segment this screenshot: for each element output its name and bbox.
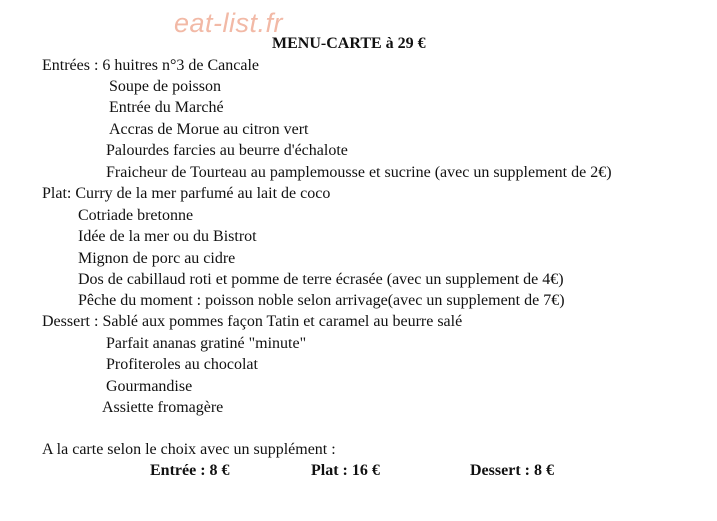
- menu-item: Fraicheur de Tourteau au pamplemousse et sucrine (avec un supplement de 2€): [106, 164, 612, 181]
- menu-item: Curry de la mer parfumé au lait de coco: [75, 185, 331, 202]
- menu-item: Gourmandise: [106, 378, 193, 395]
- menu-item: Idée de la mer ou du Bistrot: [78, 228, 257, 245]
- menu-item: Accras de Morue au citron vert: [109, 121, 309, 138]
- dessert-first-line: [42, 312, 462, 332]
- menu-item: Pêche du moment : poisson noble selon arrivage(avec un supplement de 7€): [78, 292, 565, 309]
- menu-item: Cotriade bretonne: [78, 207, 194, 224]
- menu-item: Profiteroles au chocolat: [106, 356, 258, 373]
- price-dessert: Dessert : 8 €: [470, 462, 554, 479]
- menu-item: Sablé aux pommes façon Tatin et caramel au beurre salé: [102, 313, 463, 330]
- menu-item: Soupe de poisson: [109, 78, 221, 95]
- plat-first-line: [42, 184, 330, 204]
- menu-item: Parfait ananas gratiné "minute": [106, 335, 307, 352]
- menu-item: Entrée du Marché: [109, 99, 224, 116]
- dessert-label: Dessert :: [42, 313, 103, 330]
- menu-item: Palourdes farcies au beurre d'échalote: [106, 142, 348, 159]
- menu-item: 6 huitres n°3 de Cancale: [102, 57, 259, 74]
- menu-item: Assiette fromagère: [102, 399, 224, 416]
- menu-item: Dos de cabillaud roti et pomme de terre écrasée (avec un supplement de 4€): [78, 271, 564, 288]
- menu-item: Mignon de porc au cidre: [78, 250, 236, 267]
- price-plat: Plat : 16 €: [311, 462, 380, 479]
- a-la-carte-note: A la carte selon le choix avec un supplément :: [42, 441, 336, 458]
- watermark-logo: eat-list.fr: [174, 8, 284, 38]
- entrees-label: Entrées :: [42, 57, 103, 74]
- entrees-first-line: [42, 56, 259, 76]
- menu-title: MENU-CARTE à 29 €: [272, 35, 426, 52]
- price-entree: Entrée : 8 €: [150, 462, 230, 479]
- plat-label: Plat:: [42, 185, 76, 202]
